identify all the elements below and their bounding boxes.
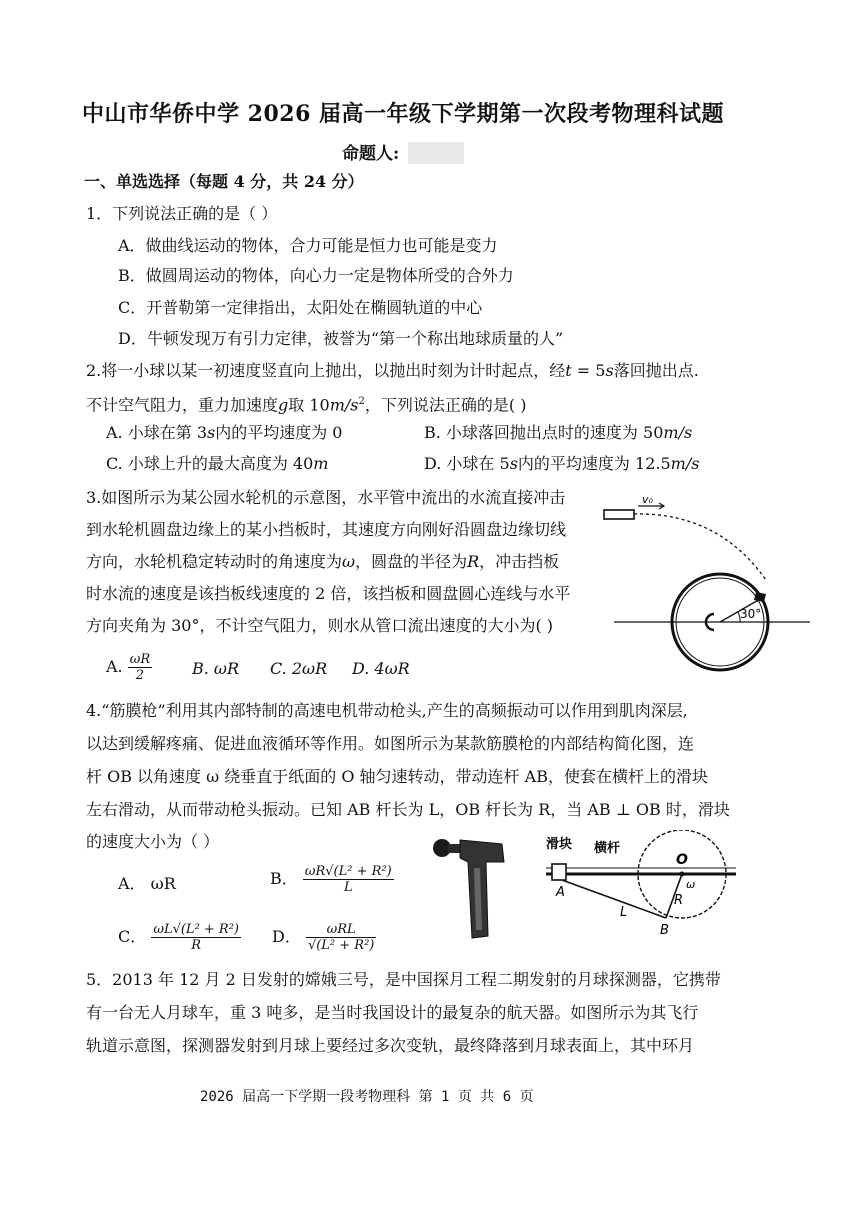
q2-stem-line1: [86, 361, 699, 381]
q2-a-post: 内的平均速度为 0: [215, 423, 343, 442]
q3-option-c: C. 2ωR: [270, 659, 328, 678]
q1-option-b: B．做圆周运动的物体，向心力一定是物体所受的合外力: [118, 266, 514, 285]
label-omega: ω: [686, 878, 696, 891]
redacted-author: [408, 142, 464, 164]
slider-block: [552, 864, 566, 880]
q4-line4: 左右滑动，从而带动枪头振动。已知 AB 杆长为 L，OB 杆长为 R，当 AB ⊥ OB 时，滑块: [86, 800, 730, 819]
q3-omega: ω: [342, 552, 356, 571]
q2-d-mid: 内的平均速度为 12.5: [517, 454, 671, 473]
q3-line5: 方向夹角为 30°，不计空气阻力，则水从管口流出速度的大小为( ): [86, 616, 554, 635]
q3-waterwheel-figure: [598, 494, 814, 686]
label-A: A: [556, 885, 565, 900]
q4-line1: 4.“筋膜枪”利用其内部特制的高速电机带动枪头,产生的高频振动可以作用到肌肉深层,: [86, 701, 688, 720]
q4-c-num: ωL√(L² + R²): [153, 922, 240, 937]
gun-body: [460, 840, 504, 938]
q4-option-c: [118, 922, 241, 953]
q3-a-num: ωR: [129, 652, 151, 667]
q5-line2: 有一台无人月球车，重 3 吨多，是当时我国设计的最复杂的航天器。如图所示为其飞行: [86, 1003, 699, 1022]
bar-label: 横杆: [594, 841, 621, 856]
water-trajectory: [634, 514, 766, 580]
q4-option-a: A． ωR: [118, 874, 176, 893]
q4-c-den: R: [191, 938, 202, 953]
q2-t-var: t: [565, 361, 572, 380]
q4-b-num: ωR√(L² + R²): [304, 864, 392, 879]
q3-line4: 时水流的速度是该挡板线速度的 2 倍，该挡板和圆盘圆心连线与水平: [86, 584, 571, 603]
q3-a-fraction: [128, 652, 152, 683]
q2-c-pre: C. 小球上升的最大高度为 40: [106, 454, 314, 473]
q3-a-den: 2: [135, 668, 145, 683]
q2-text-2: 落回抛出点.: [613, 361, 699, 380]
q3-line3-b: ，圆盘的半径为: [355, 552, 468, 571]
q4-line3: 杆 OB 以角速度 ω 绕垂直于纸面的 O 轴匀速转动，带动连杆 AB，使套在横杆上的滑块: [86, 767, 708, 786]
page-footer: 2026 届高一下学期一段考物理科 第 1 页 共 6 页: [200, 1089, 534, 1105]
q3-line3: [86, 552, 559, 572]
q2-t-unit: s: [605, 361, 614, 380]
q2-b-pre: B. 小球落回抛出点时的速度为 50: [424, 423, 664, 442]
q4-line5: 的速度大小为（ ）: [86, 832, 220, 851]
q3-R: R: [467, 552, 480, 571]
q2-t-eq: = 5: [571, 361, 606, 380]
label-L: L: [620, 905, 628, 920]
q2-text-5: ，下列说法正确的是( ): [364, 395, 527, 415]
q4-b-fraction: [303, 864, 394, 895]
q3-option-d: D. 4ωR: [352, 659, 410, 678]
q4-d-fraction: [306, 922, 376, 953]
q1-option-d: D．牛顿发现万有引力定律，被誉为“第一个称出地球质量的人”: [118, 329, 564, 348]
q2-a-pre: A. 小球在第 3: [106, 423, 207, 442]
q2-b-unit: m/s: [663, 423, 693, 442]
q2-option-c: [106, 454, 328, 474]
q3-a-label: A.: [106, 657, 123, 676]
q4-option-d: [272, 922, 376, 953]
angle-label: 30°: [740, 607, 762, 621]
q1-option-a: A．做曲线运动的物体，合力可能是恒力也可能是变力: [118, 236, 498, 255]
q2-text-3: 不计空气阻力，重力加速度: [86, 395, 279, 415]
rod-AB: [562, 880, 666, 918]
q4-d-label: D．: [272, 927, 301, 946]
q1-option-c: C．开普勒第一定律指出，太阳处在椭圆轨道的中心: [118, 298, 483, 317]
section-heading: 一、单选选择（每题 4 分，共 24 分）: [84, 172, 364, 191]
q2-a-unit: s: [207, 423, 216, 442]
q4-massage-gun-figure: [428, 832, 518, 944]
q2-d-unit: s: [509, 454, 518, 473]
q4-line2: 以达到缓解疼痛、促进血液循环等作用。如图所示为某款筋膜枪的内部结构简化图，连: [86, 734, 695, 753]
q2-option-a: [106, 423, 343, 443]
q3-line3-c: ，冲击挡板: [479, 552, 560, 571]
exam-title: 中山市华侨中学 2026 届高一年级下学期第一次段考物理科试题: [82, 101, 725, 127]
water-pipe: [604, 510, 634, 519]
q5-line1: 5．2013 年 12 月 2 日发射的嫦娥三号，是中国探月工程二期发射的月球探测器，它携带: [86, 970, 721, 989]
q4-c-fraction: [151, 922, 241, 953]
label-O: O: [676, 852, 688, 868]
q3-line2: 到水轮机圆盘边缘上的某小挡板时，其速度方向刚好沿圆盘边缘切线: [86, 520, 567, 539]
q5-line3: 轨道示意图，探测器发射到月球上要经过多次变轨，最终降落到月球表面上，其中环月: [86, 1036, 695, 1055]
q4-option-b: [270, 864, 394, 895]
q2-text-4: 取 10: [288, 395, 330, 415]
q2-option-d: [424, 454, 699, 474]
q2-d-unit2: m/s: [670, 454, 700, 473]
author-label: 命题人:: [342, 144, 400, 164]
q4-b-label: B．: [270, 869, 298, 888]
q4-b-den: L: [343, 880, 353, 895]
label-B: B: [660, 923, 669, 938]
q4-d-den: √(L² + R²): [307, 938, 375, 953]
q3-option-b: B. ωR: [192, 659, 240, 678]
q4-slider-crank-figure: [540, 830, 740, 942]
v0-label: v₀: [642, 494, 653, 506]
q2-c-unit: m: [313, 454, 329, 473]
q4-d-num: ωRL: [306, 922, 376, 938]
slider-label: 滑块: [546, 837, 573, 852]
q2-sup2: 2: [358, 396, 365, 407]
q3-option-a: [106, 652, 152, 683]
q2-ms2: m/s: [329, 395, 359, 415]
q3-line3-a: 方向，水轮机稳定转动时的角速度为: [86, 552, 343, 571]
q2-option-b: [424, 423, 692, 443]
q2-text-1: 2.将一小球以某一初速度竖直向上抛出，以抛出时刻为计时起点，经: [86, 361, 566, 380]
q4-c-label: C．: [118, 927, 147, 946]
q2-stem-line2: [86, 392, 526, 415]
q2-d-pre: D. 小球在 5: [424, 454, 510, 473]
label-R: R: [674, 893, 684, 908]
q2-g-var: g: [278, 395, 289, 415]
q3-line1: 3.如图所示为某公园水轮机的示意图，水平管中流出的水流直接冲击: [86, 488, 566, 507]
baffle: [754, 592, 766, 602]
q1-stem: 1．下列说法正确的是（ ）: [86, 204, 278, 223]
